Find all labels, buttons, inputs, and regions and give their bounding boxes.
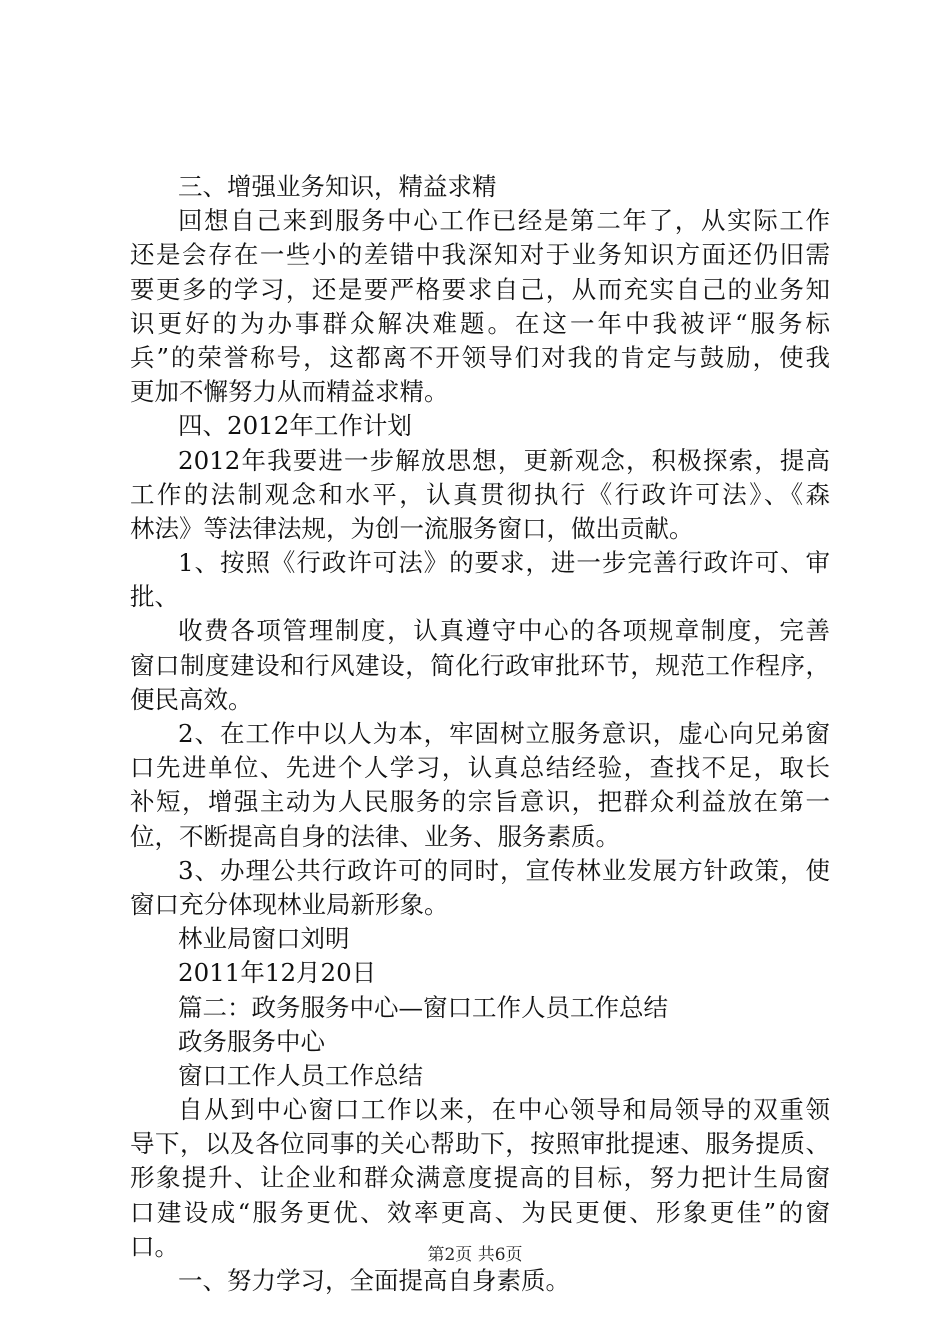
text-line: 兵”的荣誉称号，这都离不开领导们对我的肯定与鼓励，使我: [130, 342, 830, 372]
text-line: 篇二：政务服务中心—窗口工作人员工作总结: [178, 992, 668, 1022]
text-line: 口建设成“服务更优、效率更高、为民更便、形象更佳”的窗: [130, 1197, 830, 1227]
text-line: 2、在工作中以人为本，牢固树立服务意识，虚心向兄弟窗: [178, 719, 830, 748]
text-line: 更加不懈努力从而精益求精。: [130, 377, 449, 407]
text-line: 形象提升、让企业和群众满意度提高的目标，努力把计生局窗: [130, 1163, 830, 1193]
text-line: 政务服务中心: [178, 1026, 325, 1056]
text-line: 一、努力学习，全面提高自身素质。: [178, 1266, 570, 1295]
text-line: 导下，以及各位同事的关心帮助下，按照审批提速、服务提质、: [130, 1129, 830, 1159]
document-body: [130, 170, 830, 1298]
text-line: 窗口充分体现林业局新形象。: [130, 889, 449, 919]
text-line: 口先进单位、先进个人学习，认真总结经验，查找不足，取长: [130, 753, 830, 783]
text-line: 要更多的学习，还是要严格要求自己，从而充实自己的业务知: [130, 274, 830, 304]
text-line: 窗口工作人员工作总结: [178, 1060, 423, 1090]
text-line: 口。: [130, 1231, 179, 1261]
text-line: 还是会存在一些小的差错中我深知对于业务知识方面还仍旧需: [130, 240, 830, 270]
text-line: 位，不断提高自身的法律、业务、服务素质。: [130, 821, 620, 851]
text-line: 识更好的为办事群众解决难题。在这一年中我被评“服务标: [130, 308, 830, 338]
text-line: 3、办理公共行政许可的同时，宣传林业发展方针政策，使: [178, 855, 830, 885]
text-line: 四、2012年工作计划: [178, 411, 412, 441]
page-footer: 第2页 共6页: [427, 1245, 523, 1265]
text-line: 便民高效。: [130, 684, 253, 714]
text-line: 三、增强业务知识，精益求精: [178, 172, 497, 201]
text-line: 回想自己来到服务中心工作已经是第二年了，从实际工作: [178, 206, 830, 236]
text-line: 批、: [130, 582, 179, 612]
text-line: 窗口制度建设和行风建设，简化行政审批环节，规范工作程序，: [130, 650, 830, 680]
text-line: 林法》等法律法规，为创一流服务窗口，做出贡献。: [130, 513, 694, 543]
text-line: 补短，增强主动为人民服务的宗旨意识，把群众利益放在第一: [130, 787, 830, 817]
text-line: 自从到中心窗口工作以来，在中心领导和局领导的双重领: [178, 1095, 830, 1125]
text-line: 1、按照《行政许可法》的要求，进一步完善行政许可、审: [178, 548, 830, 578]
text-line: 收费各项管理制度，认真遵守中心的各项规章制度，完善: [178, 616, 830, 646]
text-line: 工作的法制观念和水平，认真贯彻执行《行政许可法》、《森: [130, 479, 830, 509]
text-line: 林业局窗口刘明: [178, 924, 350, 954]
text-line: 2011年12月20日: [178, 958, 377, 988]
text-line: 2012年我要进一步解放思想，更新观念，积极探索，提高: [178, 445, 830, 475]
